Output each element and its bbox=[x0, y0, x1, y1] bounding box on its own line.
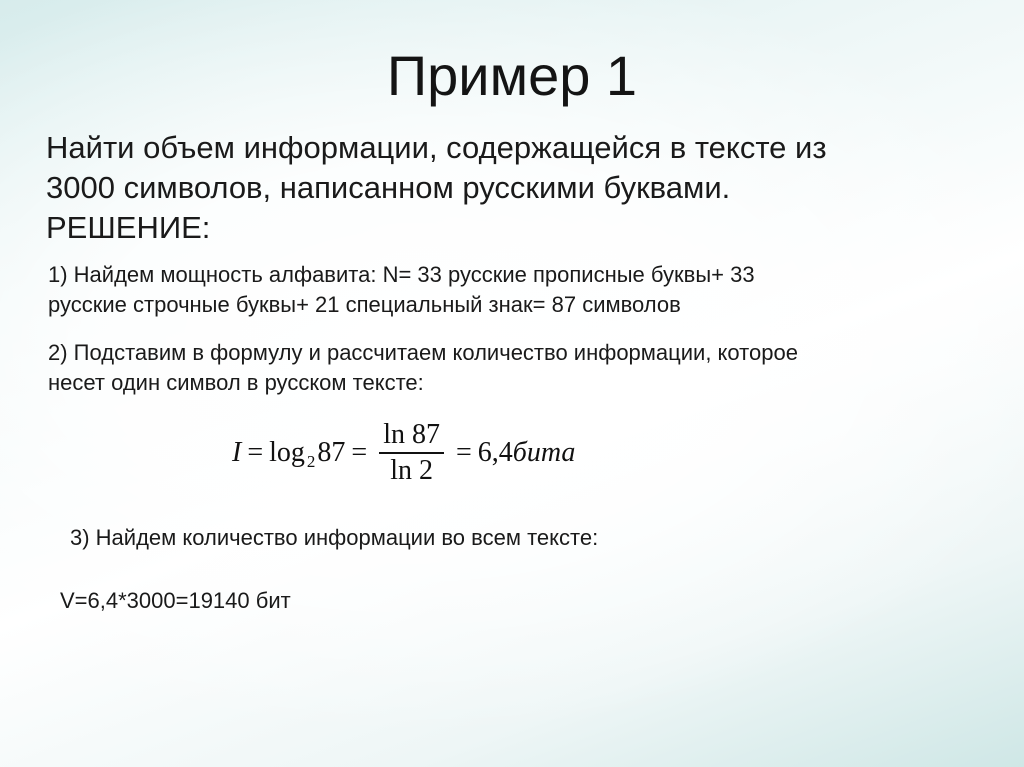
step-1-line-2: русские строчные буквы+ 21 специальный знак= 87 символов bbox=[48, 292, 681, 317]
formula bbox=[232, 420, 575, 486]
task-text bbox=[46, 128, 946, 248]
formula-equals-3: = bbox=[455, 437, 472, 468]
formula-denominator: ln 2 bbox=[390, 455, 433, 486]
step-3: 3) Найдем количество информации во всем тексте: bbox=[70, 525, 599, 550]
formula-lhs: I bbox=[232, 437, 242, 468]
formula-unit: бита bbox=[512, 437, 576, 468]
task-line-2: 3000 символов, написанном русскими буквами. bbox=[46, 170, 731, 205]
formula-equals-2: = bbox=[351, 437, 368, 468]
step-1 bbox=[48, 260, 755, 320]
solution-heading: РЕШЕНИЕ: bbox=[46, 210, 211, 245]
step-1-line-1: 1) Найдем мощность алфавита: N= 33 русские прописные буквы+ 33 bbox=[48, 262, 755, 287]
task-line-1: Найти объем информации, содержащейся в тексте из bbox=[46, 130, 827, 165]
formula-result: 6,4 bbox=[477, 437, 513, 468]
step-2-line-1: 2) Подставим в формулу и рассчитаем количество информации, которое bbox=[48, 340, 798, 365]
formula-fraction bbox=[379, 420, 444, 486]
formula-log: log bbox=[269, 437, 305, 468]
final-result: V=6,4*3000=19140 бит bbox=[60, 588, 291, 613]
step-2-line-2: несет один символ в русском тексте: bbox=[48, 370, 424, 395]
step-2 bbox=[48, 338, 798, 398]
slide-title: Пример 1 bbox=[386, 44, 638, 107]
formula-log-arg: 87 bbox=[317, 437, 346, 468]
formula-equals-1: = bbox=[247, 437, 264, 468]
formula-numerator: ln 87 bbox=[379, 420, 444, 454]
formula-log-base: 2 bbox=[306, 452, 316, 471]
